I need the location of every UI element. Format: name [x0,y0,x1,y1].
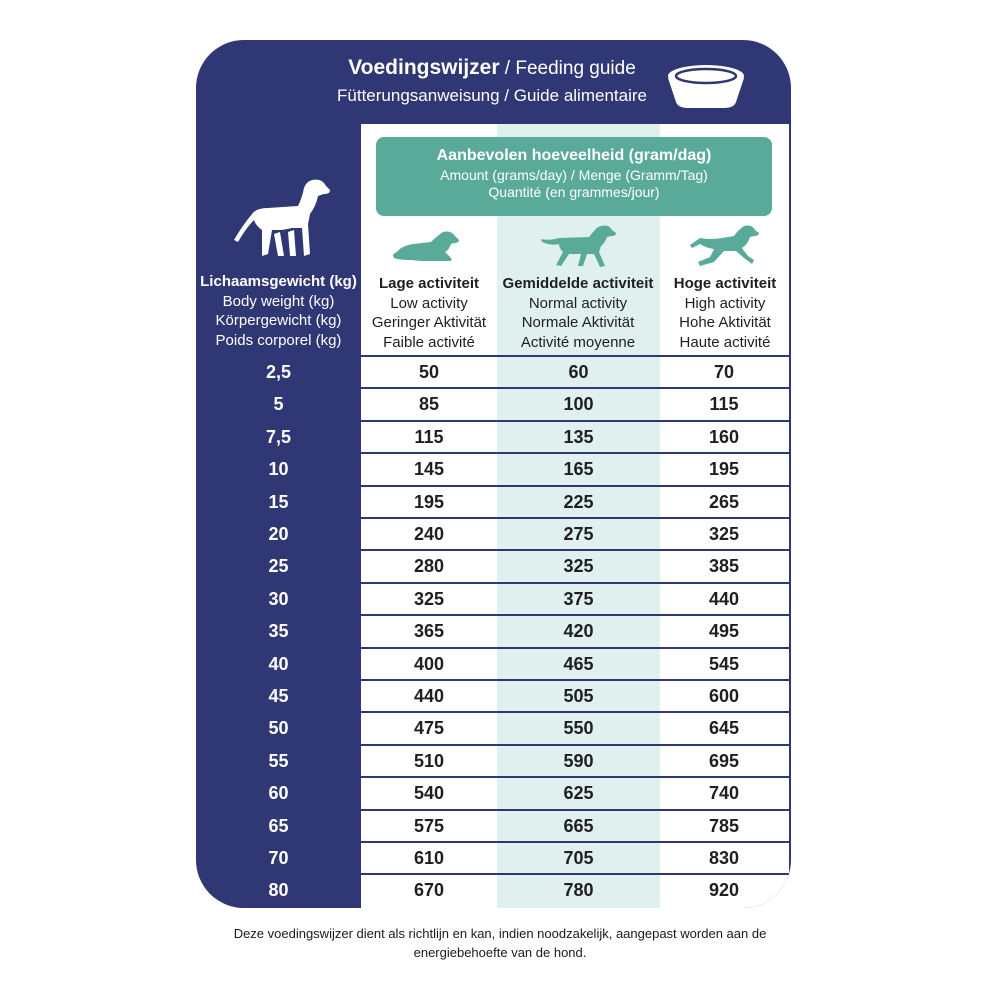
low-activity-cell: 195 [413,491,445,512]
weight-cell: 60 [268,783,289,804]
table-row [196,421,791,453]
weight-cell: 25 [268,556,289,577]
low-activity-cell: 280 [413,556,445,577]
low-activity-cell: 575 [413,815,445,836]
table-row [196,810,791,842]
weight-header-de: Körpergewicht (kg) [215,312,342,329]
footnote-line2: energiebehoefte van de hond. [413,945,587,960]
table-row [196,550,791,582]
high-activity-cell: 545 [708,653,740,674]
amount-header-fr: Quantité (en grammes/jour) [488,184,660,200]
weight-cell: 45 [268,686,289,706]
high-activity-cell: 160 [708,426,740,447]
footnote [160,924,840,962]
title-area [196,40,791,124]
high-activity-cell: 385 [708,556,740,577]
table-row [196,615,791,647]
low-activity-cell: 670 [413,880,445,901]
weight-cell: 35 [268,621,289,642]
weight-cell: 55 [268,750,289,771]
col-head-low-nl: Lage activiteit [378,275,480,292]
col-head-high-fr: Haute activité [679,333,771,351]
col-head-low [349,274,509,352]
normal-activity-cell: 100 [563,394,594,415]
normal-activity-cell: 665 [563,815,594,836]
standing-dog-icon [232,176,332,262]
normal-activity-cell: 780 [563,880,594,901]
col-head-normal-nl: Gemiddelde activiteit [502,275,654,292]
high-activity-cell: 740 [708,783,740,804]
weight-cell: 2,5 [265,362,292,382]
table-row [196,648,791,680]
high-activity-cell: 70 [713,362,735,382]
normal-activity-cell: 275 [563,524,594,544]
running-dog-icon [690,224,760,268]
low-activity-cell: 540 [413,783,445,804]
low-activity-cell: 240 [413,524,445,544]
normal-activity-cell: 505 [563,686,594,706]
high-activity-cell: 785 [708,815,740,836]
low-activity-cell: 85 [418,394,440,415]
table-row [196,842,791,874]
weight-cell: 50 [268,718,289,739]
normal-activity-cell: 375 [563,588,594,609]
col-head-normal-en: Normal activity [528,294,628,312]
normal-activity-cell: 135 [563,426,594,447]
col-head-normal-fr: Activité moyenne [520,333,636,351]
high-activity-cell: 920 [708,880,740,901]
weight-cell: 65 [268,815,289,836]
bowl-icon [664,62,748,110]
weight-cell: 5 [273,394,284,415]
col-head-low-de: Geringer Aktivität [371,314,487,331]
weight-cell: 20 [268,524,289,544]
normal-activity-cell: 465 [563,653,594,674]
normal-activity-cell: 625 [563,783,594,804]
low-activity-cell: 440 [413,686,445,706]
low-activity-cell: 115 [414,426,444,447]
high-activity-cell: 645 [708,718,740,739]
normal-activity-cell: 705 [563,848,594,868]
low-activity-cell: 510 [413,750,445,771]
weight-cell: 30 [268,588,289,609]
high-activity-cell: 600 [708,686,740,706]
high-activity-cell: 265 [708,491,740,512]
normal-activity-cell: 60 [568,362,589,382]
table-row [196,874,791,906]
table-row [196,745,791,777]
normal-activity-cell: 225 [563,491,594,512]
high-activity-cell: 695 [708,750,740,771]
table-row [196,680,791,712]
amount-header-box [376,137,772,216]
table-row [196,518,791,550]
col-head-high-en: High activity [684,294,766,312]
table-row [196,777,791,809]
weight-cell: 80 [268,880,289,901]
low-activity-cell: 475 [413,718,445,739]
col-head-normal-de: Normale Aktivität [521,314,635,331]
weight-header-fr: Poids corporel (kg) [215,331,342,349]
high-activity-cell: 195 [708,459,740,480]
low-activity-cell: 145 [413,459,445,480]
low-activity-cell: 50 [418,362,440,382]
table-row [196,486,791,518]
high-activity-cell: 325 [708,524,740,544]
high-activity-cell: 115 [709,394,739,415]
lying-dog-icon [391,228,461,264]
col-head-low-en: Low activity [390,294,468,312]
walking-dog-icon [539,224,617,268]
col-head-normal [498,274,658,352]
normal-activity-cell: 325 [563,556,594,577]
table-row [196,583,791,615]
weight-header-en: Body weight (kg) [222,292,335,310]
weight-header-nl: Lichaamsgewicht (kg) [200,273,357,290]
col-head-high [645,274,791,352]
low-activity-cell: 610 [413,848,445,868]
weight-cell: 7,5 [265,426,292,447]
table-row [196,712,791,744]
table-row [196,356,791,388]
amount-header-nl: Aanbevolen hoeveelheid (gram/dag) [436,147,712,164]
title-line2: Fütterungsanweisung / Guide alimentaire [337,86,647,105]
low-activity-cell: 365 [413,621,445,642]
weight-cell: 40 [268,653,289,674]
normal-activity-cell: 165 [563,459,594,480]
footnote-line1: Deze voedingswijzer dient als richtlijn en kan, indien noodzakelijk, aangepast worden aan de [233,926,767,941]
col-head-high-nl: Hoge activiteit [673,275,777,292]
amount-header-en-de: Amount (grams/day) / Menge (Gramm/Tag) [440,167,708,183]
title-feeding-guide: / Feeding guide [499,58,636,79]
high-activity-cell: 830 [708,848,740,868]
table-row [196,388,791,420]
weight-cell: 15 [268,491,289,512]
normal-activity-cell: 590 [563,750,594,771]
high-activity-cell: 495 [708,621,740,642]
low-activity-cell: 325 [413,588,445,609]
weight-cell: 10 [268,459,289,480]
weight-header [196,272,361,350]
normal-activity-cell: 420 [563,621,594,642]
col-head-low-fr: Faible activité [383,333,475,351]
table-row [196,453,791,485]
col-head-high-de: Hohe Aktivität [679,314,771,331]
title-main: Voedingswijzer [348,56,500,79]
feeding-guide-card [196,40,791,908]
weight-cell: 70 [268,848,289,868]
high-activity-cell: 440 [708,588,740,609]
low-activity-cell: 400 [413,653,445,674]
normal-activity-cell: 550 [563,718,594,739]
